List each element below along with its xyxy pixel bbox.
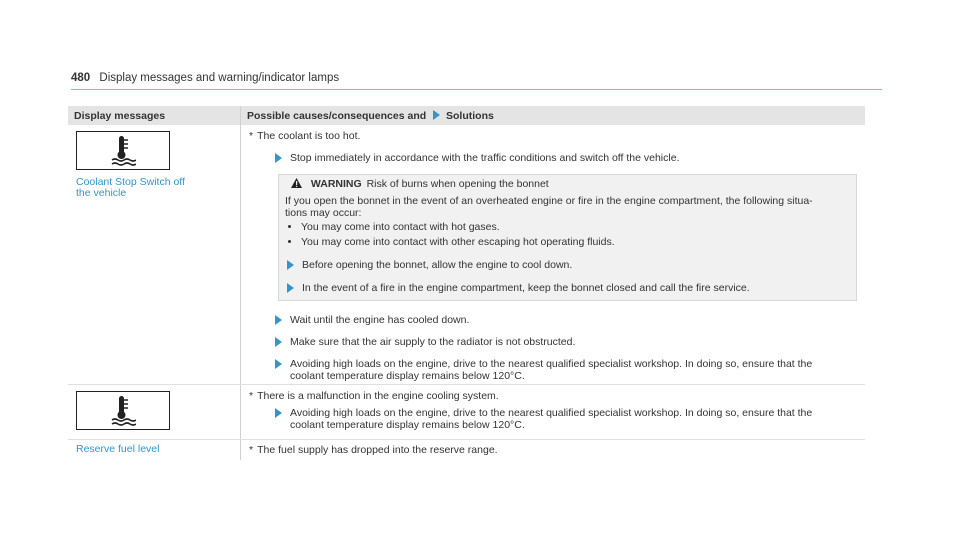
cause-text: The fuel supply has dropped into the reserve range. [257,444,498,456]
col-header-causes: Possible causes/consequences and [247,109,427,122]
page-number: 480 [71,72,91,84]
arrow-icon [275,408,282,418]
warning-text-line: tions may occur: [285,207,362,219]
coolant-temperature-icon [76,131,170,170]
arrow-icon [287,283,294,293]
display-message-text: Reserve fuel level [76,443,160,455]
table-row [68,440,865,461]
step-text: In the event of a fire in the engine compartment, keep the bonnet closed and call the fire service. [302,282,750,294]
solution-step [287,259,850,271]
solution-step [275,314,865,326]
coolant-temperature-icon [76,391,170,430]
list-item: • You may come into contact with hot gases. [301,221,850,233]
display-message-cell [68,385,241,440]
solution-step [275,407,865,431]
warning-text-line: If you open the bonnet in the event of an overheated engine or fire in the engine compartment, the following situa- [285,195,813,207]
step-text: Avoiding high loads on the engine, drive to the nearest qualified specialist workshop. In doing so, ensure that the [290,407,813,419]
arrow-icon [275,337,282,347]
table-header-row [68,106,865,125]
warning-text [285,195,850,219]
header-rule [71,89,882,90]
display-message-text [76,177,240,199]
col-header-causes-solutions [241,106,866,125]
solution-step [275,152,865,164]
cause-text: The coolant is too hot. [257,130,361,142]
list-item: • You may come into contact with other escaping hot operating fluids. [301,236,850,248]
page-header-title: Display messages and warning/indicator lamps [99,72,340,84]
warning-title: Risk of burns when opening the bonnet [366,178,549,190]
solution-step [287,282,850,294]
step-text: coolant temperature display remains below 120°C. [290,370,525,382]
display-message-line: Coolant Stop Switch off [76,176,185,188]
cause: * The fuel supply has dropped into the reserve range. [249,444,498,456]
step-text: Make sure that the air supply to the radiator is not obstructed. [290,336,576,348]
solution-step [275,358,865,382]
causes-solutions-cell [241,440,866,461]
table-row [68,125,865,385]
causes-solutions-cell [241,125,866,385]
step-text: Avoiding high loads on the engine, drive to the nearest qualified specialist workshop. In doing so, ensure that the [290,358,813,370]
col-header-solutions: Solutions [446,109,494,122]
causes-solutions-cell [241,385,866,440]
table-row [68,385,865,440]
cause-text: There is a malfunction in the engine cooling system. [257,390,499,402]
col-header-display-messages: Display messages [68,106,241,125]
arrow-icon [275,153,282,163]
warning-bullet-list [285,221,850,248]
cause: * There is a malfunction in the engine cooling system. [249,390,499,402]
display-message-cell [68,440,241,461]
display-message-cell [68,125,241,385]
solution-step [275,336,865,348]
warning-triangle-icon [291,178,302,188]
arrow-icon [433,110,440,120]
warning-label: WARNING [310,178,362,190]
step-text: Before opening the bonnet, allow the engine to cool down. [302,259,573,271]
display-messages-table [68,106,865,460]
step-text: Stop immediately in accordance with the traffic conditions and switch off the vehicle. [290,152,680,164]
warning-box [278,174,857,301]
arrow-icon [275,315,282,325]
step-text: Wait until the engine has cooled down. [290,314,470,326]
arrow-icon [287,260,294,270]
cause: * The coolant is too hot. [249,130,361,142]
page-header [71,72,339,84]
display-message-line: the vehicle [76,187,127,199]
step-text: coolant temperature display remains below 120°C. [290,419,525,431]
arrow-icon [275,359,282,369]
